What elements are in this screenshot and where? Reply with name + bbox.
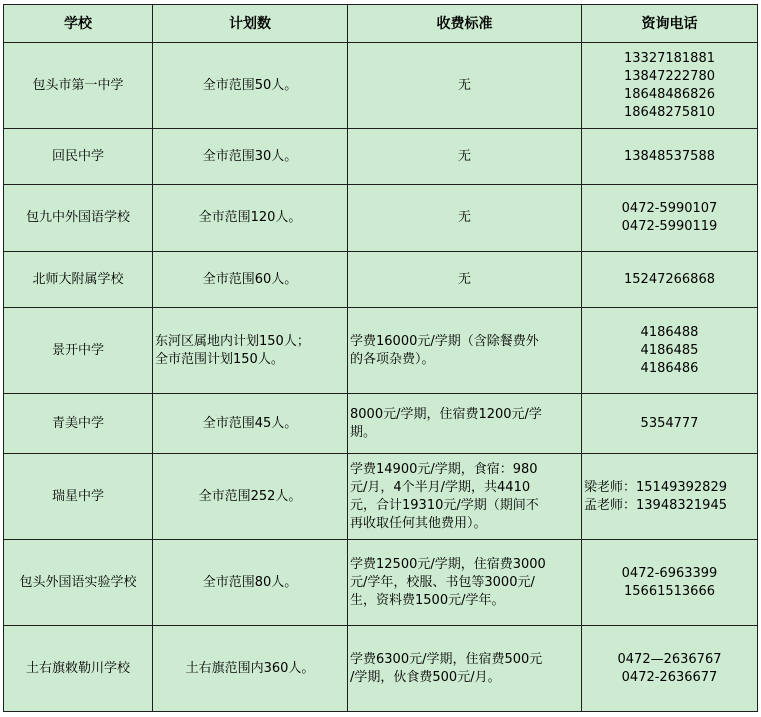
header-fee: 收费标准 bbox=[348, 5, 582, 43]
fee-cell: 无 bbox=[348, 43, 582, 129]
school-cell: 土右旗敕勒川学校 bbox=[4, 626, 153, 712]
table-row bbox=[4, 394, 758, 454]
table-row bbox=[4, 185, 758, 252]
table-row bbox=[4, 129, 758, 185]
phone-cell: 5354777 bbox=[582, 394, 758, 454]
table-row bbox=[4, 252, 758, 308]
school-cell: 回民中学 bbox=[4, 129, 153, 185]
header-phone: 资询电话 bbox=[582, 5, 758, 43]
table-row bbox=[4, 454, 758, 540]
fee-cell: 学费14900元/学期，食宿：980 元/月，4个半月/学期，共4410 元，合计19310元/学期（期间不 再收取任何其他费用）。 bbox=[348, 454, 582, 540]
phone-cell: 13327181881 13847222780 18648486826 18648275810 bbox=[582, 43, 758, 129]
table-row bbox=[4, 626, 758, 712]
school-cell: 包九中外国语学校 bbox=[4, 185, 153, 252]
school-table bbox=[3, 4, 758, 712]
fee-cell: 无 bbox=[348, 252, 582, 308]
table-row bbox=[4, 540, 758, 626]
plan-cell: 全市范围60人。 bbox=[153, 252, 348, 308]
header-row bbox=[4, 5, 758, 43]
fee-cell: 无 bbox=[348, 185, 582, 252]
fee-cell: 学费12500元/学期，住宿费3000 元/学年，校服、书包等3000元/ 生，资料费1500元/学年。 bbox=[348, 540, 582, 626]
table-row bbox=[4, 43, 758, 129]
school-cell: 景开中学 bbox=[4, 308, 153, 394]
phone-cell: 13848537588 bbox=[582, 129, 758, 185]
school-cell: 青美中学 bbox=[4, 394, 153, 454]
phone-cell: 4186488 4186485 4186486 bbox=[582, 308, 758, 394]
fee-cell: 8000元/学期，住宿费1200元/学 期。 bbox=[348, 394, 582, 454]
header-plan: 计划数 bbox=[153, 5, 348, 43]
school-cell: 包头市第一中学 bbox=[4, 43, 153, 129]
school-cell: 北师大附属学校 bbox=[4, 252, 153, 308]
school-cell: 瑞星中学 bbox=[4, 454, 153, 540]
plan-cell: 全市范围50人。 bbox=[153, 43, 348, 129]
plan-cell: 全市范围30人。 bbox=[153, 129, 348, 185]
phone-cell: 0472-6963399 15661513666 bbox=[582, 540, 758, 626]
phone-cell: 0472-5990107 0472-5990119 bbox=[582, 185, 758, 252]
table-row bbox=[4, 308, 758, 394]
phone-cell: 0472—2636767 0472-2636677 bbox=[582, 626, 758, 712]
fee-cell: 学费6300元/学期，住宿费500元 /学期，伙食费500元/月。 bbox=[348, 626, 582, 712]
school-cell: 包头外国语实验学校 bbox=[4, 540, 153, 626]
plan-cell: 东河区属地内计划150人； 全市范围计划150人。 bbox=[153, 308, 348, 394]
fee-cell: 无 bbox=[348, 129, 582, 185]
plan-cell: 全市范围120人。 bbox=[153, 185, 348, 252]
header-school: 学校 bbox=[4, 5, 153, 43]
phone-cell: 15247266868 bbox=[582, 252, 758, 308]
fee-cell: 学费16000元/学期（含除餐费外 的各项杂费）。 bbox=[348, 308, 582, 394]
phone-cell: 梁老师：15149392829 孟老师：13948321945 bbox=[582, 454, 758, 540]
plan-cell: 全市范围45人。 bbox=[153, 394, 348, 454]
plan-cell: 全市范围252人。 bbox=[153, 454, 348, 540]
plan-cell: 全市范围80人。 bbox=[153, 540, 348, 626]
plan-cell: 土右旗范围内360人。 bbox=[153, 626, 348, 712]
